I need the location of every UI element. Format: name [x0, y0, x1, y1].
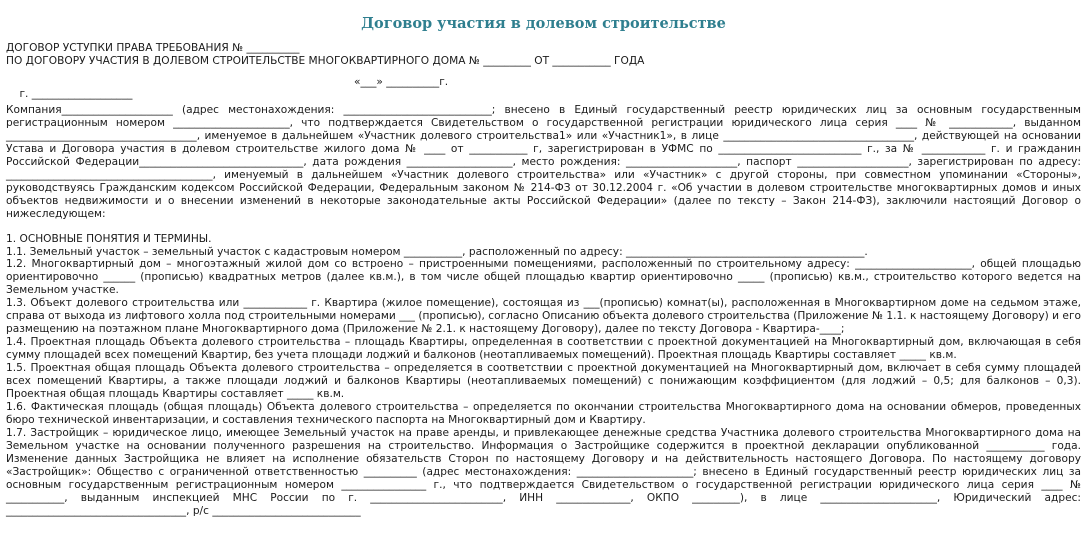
intro-paragraph: Компания_____________________ (адрес местонахождения: ____________________________; внесено в Единый государственный реестр юридических лиц за основным государственным регистрационным номером ______________________, что подтверждается Свидетельством о государственной регистрации юридического лица серия ____ № ____________, выданном ____________________________________, именуемое в дальнейшем «Участник долевого строительства1» или «Участник1», в лице ____________________________________, действующей на основании Устава и Договора участия в долевом строительстве жилого дома № ____ от ___________ г, зарегистрирован в УФМС по ___________________________ г., за № ____________ г. и гражданин Российской Федерации_______________________________, дата рождения ____________________, место рождения: _____________________, паспорт _____________________, зарегистрирован по адресу: _______________________________________, именуемый в дальнейшем «Участник долевого строительства» или «Участник» с другой стороны, при совместном упоминании «Стороны», руководствуясь Гражданским кодексом Российской Федерации, Федеральным законом № 214-ФЗ от 30.12.2004 г. «Об участии в долевом строительстве многоквартирных домов и иных объектов недвижимости и о внесении изменений в некоторые законодательные акты Российской Федерации» (далее по тексту – Закон 214-ФЗ), заключили настоящий Договор о нижеследующем:: [6, 104, 1081, 220]
document-title: Договор участия в долевом строительстве: [361, 15, 726, 32]
clause-1-1: 1.1. Земельный участок – земельный участок с кадастровым номером ___________, расположенный по адресу: _____________________________________________.: [6, 245, 868, 258]
clause-1-6: 1.6. Фактическая площадь (общая площадь) Объекта долевого строительства – определяется по окончании строительства Многоквартирного дома на основании обмеров, проведенных бюро технической инвентаризации, и составления технического паспорта на Многоквартирный дом и Квартиру.: [6, 400, 1081, 426]
place-date-line: [6, 76, 1081, 100]
clause-1-3: 1.3. Объект долевого строительства или ____________ г. Квартира (жилое помещение), состоящая из ___(прописью) комнат(ы), расположенная в Многоквартирном доме на седьмом этаже, справа от выхода из лифтового холла под строительными номерами ___ (прописью), согласно Описанию объекта долевого строительства (Приложение № 1.1. к настоящему Договору) и его размещению на поэтажном плане Многоквартирного дома (Приложение № 2.1. к настоящему Договору), далее по тексту Договора - Квартира-____;: [6, 297, 1081, 336]
document-body: [6, 104, 1081, 518]
clause-1-2: 1.2. Многоквартирный дом – многоэтажный жилой дом со встроено – пристроенными помещениями, расположенный по строительному адресу: ______________________, общей площадью ориентировочно ______ (прописью) квадратных метров (далее кв.м.), в том числе общей площадью квартир ориентировочно _____ (прописью) кв.м., строительство которого ведется на Земельном участке.: [6, 258, 1081, 297]
header-line-agreement: ПО ДОГОВОРУ УЧАСТИЯ В ДОЛЕВОМ СТРОИТЕЛЬСТВЕ МНОГОКВАРТИРНОГО ДОМА № _________ ОТ ___________ ГОДА: [6, 55, 645, 67]
clause-1-4: 1.4. Проектная площадь Объекта долевого строительства – площадь Квартиры, определенная в соответствии с проектной документацией на Многоквартирный дом, включающая в себя сумму площадей всех помещений Квартир, без учета площади лоджий и балконов (неотапливаемых помещений). Проектная площадь Квартиры составляет _____ кв.м.: [6, 336, 1081, 362]
clause-1-7: 1.7. Застройщик – юридическое лицо, имеющее Земельный участок на праве аренды, и привлекающее денежные средства Участника долевого строительства Многоквартирного дома на Земельном участке на основании полученного разрешения на строительство. Информация о Застройщике содержится в проектной декларации опубликованной ___________ года. Изменение данных Застройщика не влияет на исполнение обязательств Сторон по настоящему Договору и на действительность настоящего Договора. По настоящему договору «Застройщик»: Общество с ограниченной ответственностью __________ (адрес местонахождения: ______________________; внесено в Единый государственный реестр юридических лиц за основным государственным регистрационным номером ________________ г., что подтверждается Свидетельством о государственной регистрации юридического лица серия ____ № ___________, выданным инспекцией МНС России по г. _________________________, ИНН ______________, ОКПО _________), в лице ______________________, Юридический адрес: __________________________________, р/с ____________________________: [6, 426, 1081, 517]
date-field: «___» __________г.: [354, 76, 449, 88]
section-heading: 1. ОСНОВНЫЕ ПОНЯТИЯ И ТЕРМИНЫ.: [6, 232, 212, 245]
clause-1-5: 1.5. Проектная общая площадь Объекта долевого строительства – определяется в соответствии с проектной документацией на Многоквартирный дом, включает в себя сумму площадей всех помещений Квартиры, а также площади лоджий и балконов Квартиры (неотапливаемых помещений) с понижающим коэффициентом (для лоджий – 0,5; для балконов – 0,3). Проектная общая площадь Квартиры составляет _____ кв.м.: [6, 362, 1081, 401]
city-field: г. ___________________: [19, 88, 133, 100]
header-line-assignment: ДОГОВОР УСТУПКИ ПРАВА ТРЕБОВАНИЯ № __________: [6, 42, 300, 54]
contract-header: [6, 42, 1081, 68]
